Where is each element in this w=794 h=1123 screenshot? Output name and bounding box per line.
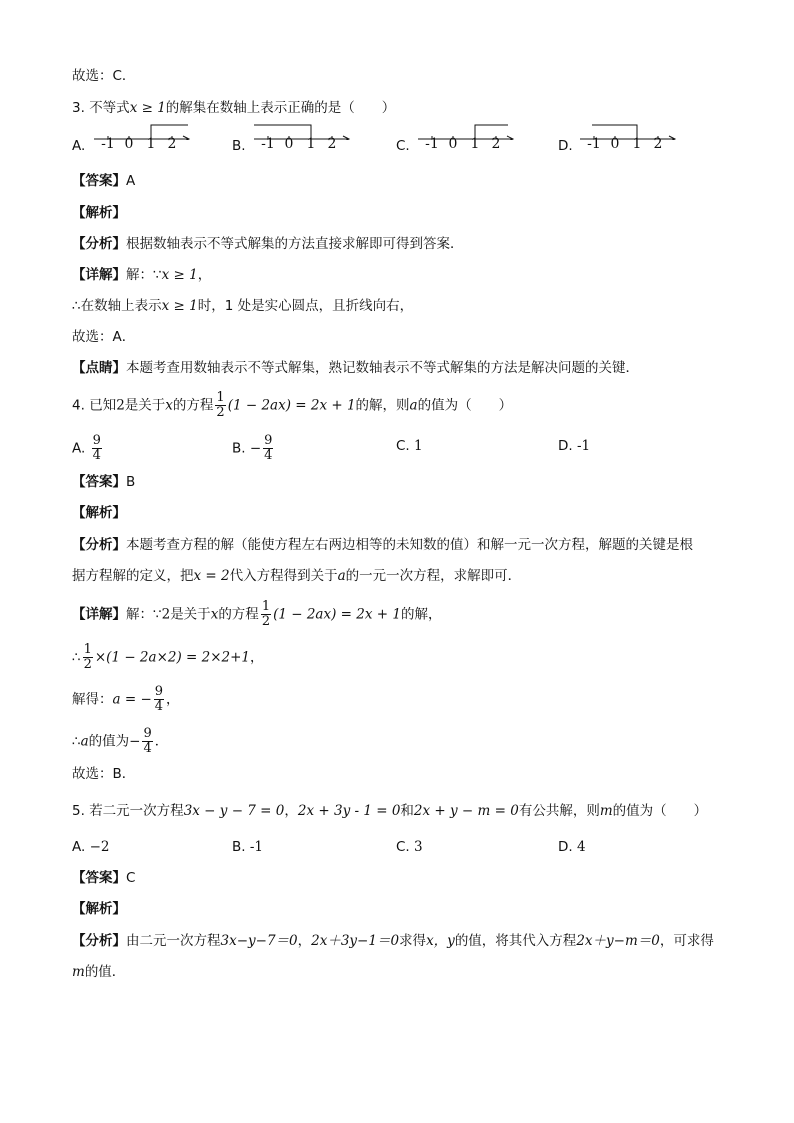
q5-eq2: 2x + 3y - 1 = 0 [297, 803, 401, 819]
q4-xiangjie-b: 是关于 [170, 606, 211, 623]
q3-numberline-b [252, 124, 352, 160]
q3-option-c-letter: C. [396, 138, 410, 154]
q4-option-d-letter: D. [558, 438, 573, 454]
q5-fenxi-d: ，可求得 [659, 933, 714, 949]
tick-label: 1 [470, 136, 480, 152]
q5-option-c[interactable] [396, 837, 423, 857]
q5-option-c-value: 3 [414, 839, 423, 855]
q4-xiangjie-x: x [210, 606, 219, 623]
tick-label: -1 [425, 136, 439, 152]
q5-stem-c: 有公共解，则 [518, 803, 600, 819]
q3-xiangjie-a: 解：∵ [126, 267, 162, 283]
q5-eq1: 3x − y − 7 = 0 [183, 803, 285, 819]
q3-xiangjie [72, 265, 211, 285]
tick-label: -1 [101, 136, 115, 152]
q4-fenxi-eq: x = 2 [193, 568, 230, 584]
q5-fenxi-a: 由二元一次方程 [126, 933, 221, 949]
q3-dianjing [72, 358, 639, 378]
answer-tag: 【答案】 [72, 173, 126, 189]
q4-option-d[interactable] [558, 436, 590, 456]
q4-xiangjie-d: 的解， [400, 606, 442, 623]
q3-numberline-a [92, 124, 192, 160]
q4-step3 [72, 685, 180, 714]
q3-answer-value: A [126, 173, 136, 189]
q4-step4-fraction [142, 727, 152, 756]
q3-stem-b: 的解集在数轴上表示正确的是（ ） [165, 100, 396, 116]
q5-option-d-value: 4 [576, 839, 586, 855]
q4-step2-eq: ×(1 − 2a×2) = 2×2+1 [94, 649, 251, 666]
frac-den: 2 [261, 614, 271, 629]
q4-option-c[interactable] [396, 436, 423, 456]
tick-label: 1 [146, 136, 156, 152]
q3-xiangjie-b: ， [197, 267, 212, 283]
q5-stem-d: 的值为（ ） [612, 803, 708, 819]
q4-option-b-letter: B. [232, 440, 246, 457]
q4-answer [72, 472, 135, 492]
q5-fenxi-c: 的值，将其代入方程 [454, 933, 577, 949]
analysis-tag: 【解析】 [72, 205, 126, 221]
tick-label: 1 [632, 136, 642, 152]
analysis-tag: 【解析】 [72, 901, 126, 917]
q5-option-a[interactable] [72, 837, 110, 857]
tick-label: 1 [306, 136, 316, 152]
xiangjie-tag: 【详解】 [72, 267, 126, 283]
q4-stem-e: 的值为（ ） [417, 397, 513, 414]
q5-option-d-letter: D. [558, 839, 573, 855]
q3-number: 3. [72, 100, 85, 116]
q3-conclusion: 故选：A． [72, 329, 136, 345]
q4-step4-a-var: a [80, 733, 89, 750]
frac-num: 9 [154, 684, 164, 699]
q4-step3-eq: a = − [112, 691, 152, 708]
tick-label: 0 [124, 136, 134, 152]
frac-num: 1 [216, 390, 225, 405]
q3-stem [72, 98, 395, 118]
q5-option-d[interactable] [558, 837, 586, 857]
q5-fenxi-eq3: 2x＋y−m＝0 [576, 933, 660, 949]
q4-fenxi-2a: 据方程解的定义，把 [72, 568, 194, 584]
analysis-tag: 【解析】 [72, 505, 126, 521]
q5-option-b[interactable] [232, 837, 263, 857]
frac-num: 1 [83, 642, 92, 657]
q3-option-b[interactable] [232, 136, 246, 156]
tick-label: -1 [261, 136, 275, 152]
q4-fenxi-text-1: 本题考查方程的解（能使方程左右两边相等的未知数的值）和解一元一次方程，解题的关键是根 [126, 537, 693, 553]
q5-option-b-value: -1 [249, 839, 264, 855]
q4-option-a[interactable] [72, 434, 104, 463]
tick-label: 2 [491, 136, 501, 152]
q4-xiangjie [72, 600, 441, 629]
q5-fenxi-1 [72, 931, 714, 951]
fenxi-tag: 【分析】 [72, 537, 126, 553]
q5-stem [72, 801, 707, 821]
q3-analysis-tag [72, 203, 126, 223]
q4-step3-b: ， [166, 691, 180, 708]
q4-option-d-value: -1 [576, 438, 591, 454]
q4-step4-b: 的值为 [88, 733, 130, 750]
q4-conclusion: 故选：B． [72, 766, 136, 782]
q3-answer [72, 171, 135, 191]
q3-inequality: x ≥ 1 [129, 100, 166, 116]
q4-answer-value: B [126, 474, 136, 490]
frac-den: 4 [92, 448, 101, 463]
q5-number: 5. [72, 803, 85, 819]
q3-step2-ineq: x ≥ 1 [161, 298, 198, 314]
fenxi-tag: 【分析】 [72, 236, 126, 252]
xiangjie-tag: 【详解】 [72, 606, 126, 623]
q4-two: 2 [116, 397, 125, 414]
frac-num: 9 [264, 433, 273, 448]
frac-num: 1 [261, 599, 271, 614]
tick-label: 2 [167, 136, 177, 152]
q4-step2 [72, 643, 264, 672]
frac-den: 4 [154, 699, 164, 714]
answer-tag: 【答案】 [72, 474, 126, 490]
q4-step4-c: ． [154, 733, 169, 750]
q4-analysis-tag [72, 503, 126, 523]
q3-stem-a: 不等式 [89, 100, 130, 116]
q4-xiangjie-c: 的方程 [218, 606, 259, 623]
q4-equation: (1 − 2ax) = 2x + 1 [227, 397, 356, 414]
frac-num: 9 [143, 726, 152, 741]
tick-label: 2 [653, 136, 663, 152]
q3-step2-b: 时，1 处是实心圆点，且折线向右， [197, 298, 414, 314]
q4-stem [72, 391, 512, 420]
q4-fenxi-2 [72, 566, 521, 586]
q4-fenxi-2b: 代入方程得到关于 [229, 568, 338, 584]
tick-label: 0 [284, 136, 294, 152]
q4-step4-a: ∴ [72, 733, 81, 750]
q3-option-a-letter: A. [72, 138, 86, 154]
frac-den: 4 [143, 741, 152, 756]
q5-fenxi-m: m [72, 964, 85, 980]
q4-step4 [72, 727, 168, 756]
q4-option-b-sign: − [249, 440, 262, 457]
q4-step3-fraction [154, 685, 164, 714]
q4-stem-c: 的方程 [172, 397, 214, 414]
q4-option-a-fraction [92, 434, 102, 463]
q5-stem-b: 和 [400, 803, 414, 819]
q4-fraction-half [215, 391, 225, 420]
q5-option-a-value: −2 [89, 839, 110, 855]
q4-xiangjie-eq: (1 − 2ax) = 2x + 1 [273, 606, 401, 623]
q3-step2 [72, 296, 413, 316]
q4-option-c-value: 1 [414, 438, 423, 454]
fenxi-tag: 【分析】 [72, 933, 126, 949]
q5-fenxi-e: 的值． [84, 964, 126, 980]
q5-fenxi-2 [72, 962, 125, 982]
frac-den: 2 [216, 405, 225, 420]
tick-label: 2 [327, 136, 337, 152]
q5-option-a-letter: A. [72, 839, 86, 855]
frac-den: 4 [264, 448, 273, 463]
q5-option-c-letter: C. [396, 839, 410, 855]
q4-step3-a: 解得： [72, 691, 113, 708]
q5-m: m [599, 803, 613, 819]
q4-step2-fraction [83, 643, 93, 672]
q3-option-c[interactable] [396, 136, 410, 156]
q4-step4-sign: − [129, 733, 141, 750]
tick-label: 0 [448, 136, 458, 152]
q3-fenxi-text: 根据数轴表示不等式解集的方法直接求解即可得到答案． [126, 236, 464, 252]
q4-fenxi-2c: 的一元一次方程，求解即可． [345, 568, 522, 584]
q3-option-a[interactable] [72, 136, 85, 156]
q5-option-b-letter: B. [232, 839, 246, 855]
q3-xiangjie-ineq: x ≥ 1 [161, 267, 198, 283]
q5-eq3: 2x + y − m = 0 [413, 803, 519, 819]
q4-fenxi-a: a [337, 568, 346, 584]
prev-conclusion: 故选：C． [72, 68, 136, 84]
q4-stem-a: 已知 [89, 397, 117, 414]
q5-fenxi-sep: ， [297, 933, 312, 949]
dianjing-tag: 【点睛】 [72, 360, 126, 376]
q4-xiangjie-two: 2 [161, 606, 171, 623]
q5-sep1: ， [284, 803, 298, 819]
q5-stem-a: 若二元一次方程 [89, 803, 184, 819]
answer-tag: 【答案】 [72, 870, 126, 886]
q3-numberline-c [416, 124, 516, 160]
q3-dianjing-text: 本题考查用数轴表示不等式解集，熟记数轴表示不等式解集的方法是解决问题的关键． [126, 360, 639, 376]
q5-analysis-tag [72, 899, 126, 919]
q4-stem-b: 是关于 [124, 397, 166, 414]
q4-option-b[interactable] [232, 434, 275, 463]
q4-fenxi-1 [72, 535, 693, 555]
q3-option-d-letter: D. [558, 138, 573, 154]
q4-option-c-letter: C. [396, 438, 410, 454]
q5-fenxi-eq2: 2x＋3y−1＝0 [311, 933, 400, 949]
q4-option-a-letter: A. [72, 440, 86, 457]
q5-fenxi-eq1: 3x−y−7＝0 [220, 933, 298, 949]
frac-num: 9 [92, 433, 101, 448]
q3-option-b-letter: B. [232, 138, 246, 154]
q3-fenxi [72, 234, 464, 254]
tick-label: -1 [587, 136, 601, 152]
q4-stem-d: 的解，则 [355, 397, 410, 414]
q4-a: a [409, 397, 418, 414]
q3-step2-a: ∴在数轴上表示 [72, 298, 162, 314]
frac-den: 2 [83, 657, 92, 672]
q5-answer [72, 868, 135, 888]
q4-xiangjie-a: 解：∵ [126, 606, 162, 623]
q4-option-b-fraction [263, 434, 273, 463]
tick-label: 0 [610, 136, 620, 152]
q3-option-d[interactable] [558, 136, 573, 156]
q4-step2-b: ， [250, 649, 264, 666]
q4-number: 4. [72, 397, 85, 414]
q5-fenxi-xy: x，y [426, 933, 455, 949]
q4-step2-a: ∴ [72, 649, 81, 666]
q5-answer-value: C [126, 870, 136, 886]
q4-xiangjie-fraction [261, 600, 271, 629]
q5-fenxi-b: 求得 [399, 933, 427, 949]
q3-numberline-d [578, 124, 678, 160]
q4-x: x [165, 397, 173, 414]
